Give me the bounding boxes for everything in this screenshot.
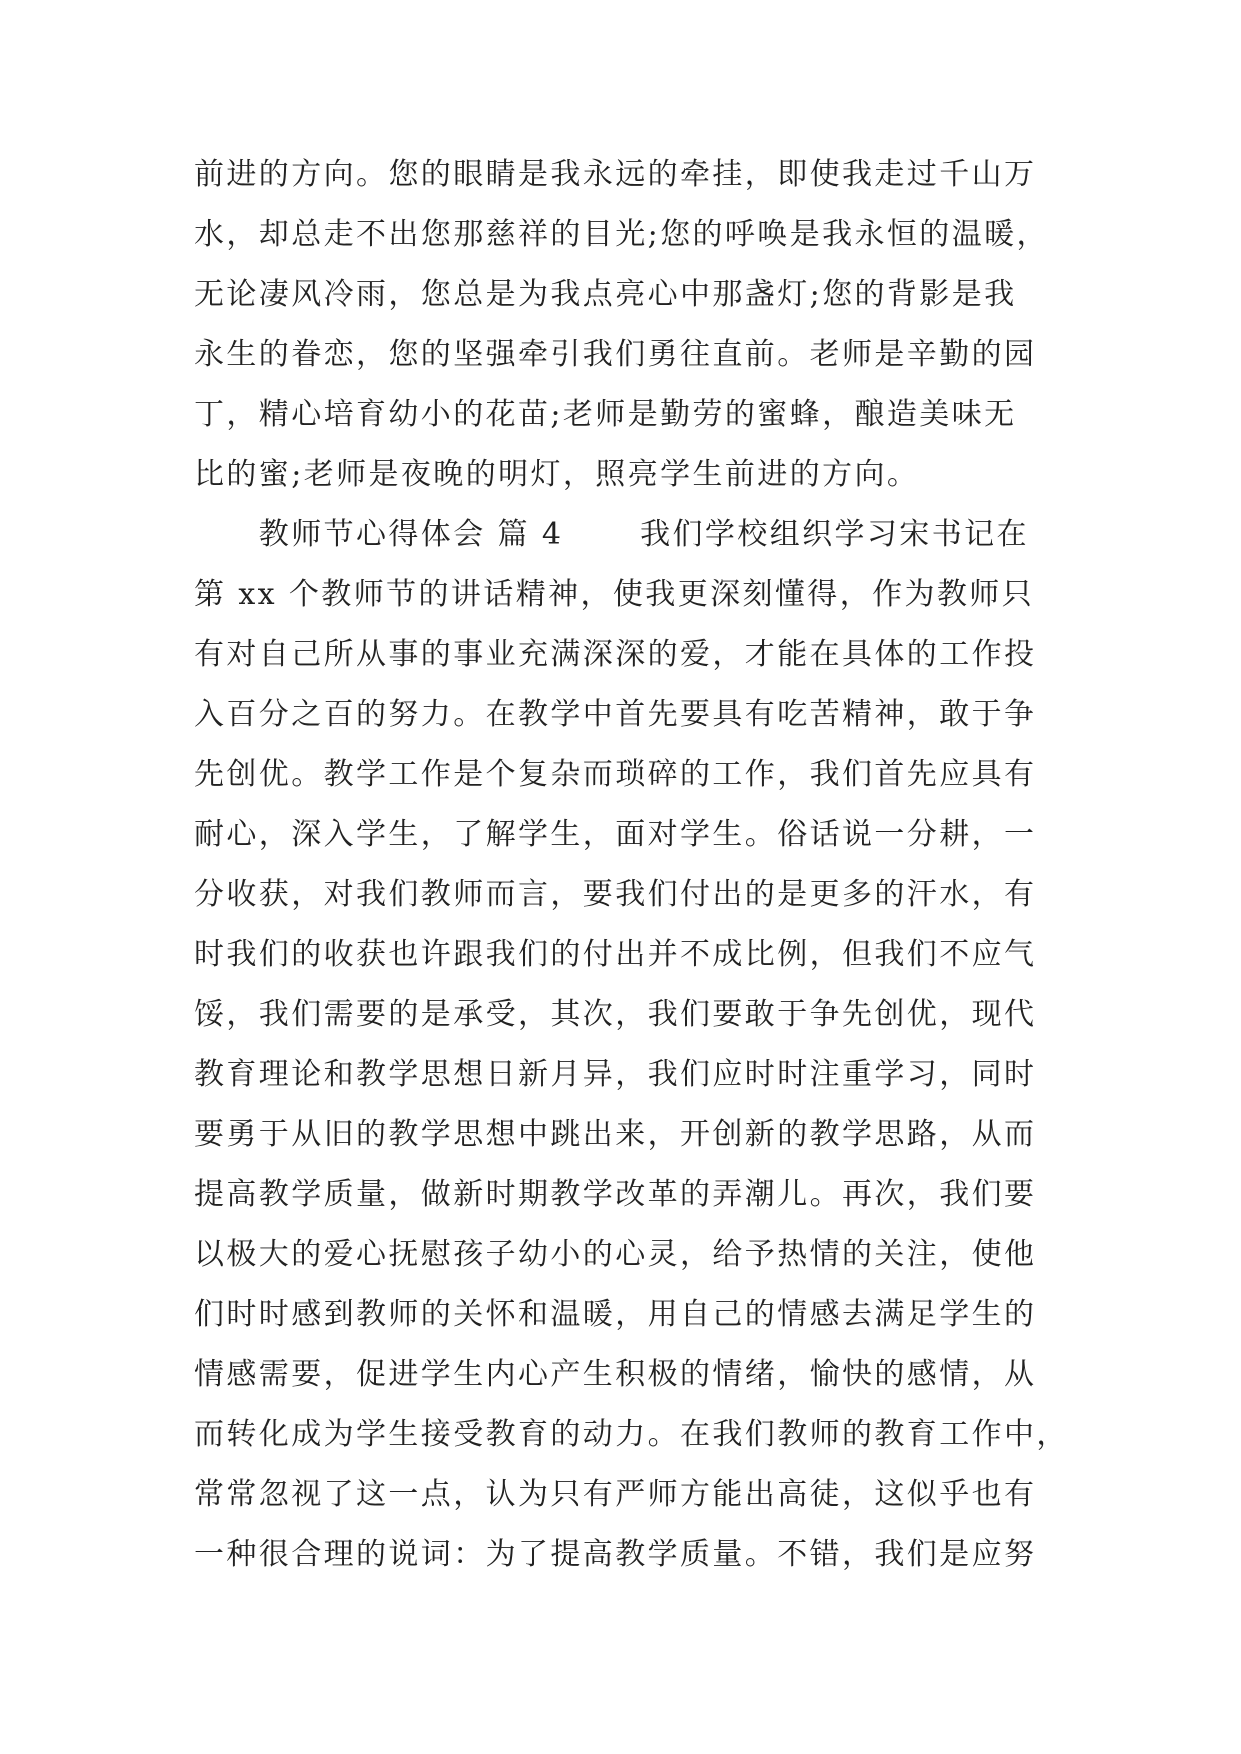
text-line: 前进的方向。您的眼睛是我永远的牵挂，即使我走过千山万	[194, 157, 1037, 192]
section-heading-line: 教师节心得体会 篇 4 我们学校组织学习宋书记在	[194, 517, 1029, 552]
text-line: 丁，精心培育幼小的花苗;老师是勤劳的蜜蜂，酿造美味无	[194, 397, 1017, 432]
text-line: 时我们的收获也许跟我们的付出并不成比例，但我们不应气	[194, 937, 1037, 972]
text-line: 永生的眷恋，您的坚强牵引我们勇往直前。老师是辛勤的园	[194, 337, 1037, 372]
text-line: 无论凄风冷雨，您总是为我点亮心中那盏灯;您的背影是我	[194, 277, 1017, 312]
text-line: 提高教学质量，做新时期教学改革的弄潮儿。再次，我们要	[194, 1177, 1037, 1212]
text-line: 以极大的爱心抚慰孩子幼小的心灵，给予热情的关注，使他	[194, 1237, 1037, 1272]
text-line: 分收获，对我们教师而言，要我们付出的是更多的汗水，有	[194, 877, 1037, 912]
text-line: 馁，我们需要的是承受，其次，我们要敢于争先创优，现代	[194, 997, 1037, 1032]
text-line: 比的蜜;老师是夜晚的明灯，照亮学生前进的方向。	[194, 457, 920, 492]
text-line: 情感需要，促进学生内心产生积极的情绪，愉快的感情，从	[194, 1357, 1037, 1392]
text-line: 有对自己所从事的事业充满深深的爱，才能在具体的工作投	[194, 637, 1037, 672]
text-line: 耐心，深入学生，了解学生，面对学生。俗话说一分耕，一	[194, 817, 1037, 852]
text-line: 第 xx 个教师节的讲话精神，使我更深刻懂得，作为教师只	[194, 577, 1035, 612]
text-line: 先创优。教学工作是个复杂而琐碎的工作，我们首先应具有	[194, 757, 1037, 792]
text-line: 入百分之百的努力。在教学中首先要具有吃苦精神，敢于争	[194, 697, 1037, 732]
text-line: 一种很合理的说词：为了提高教学质量。不错，我们是应努	[194, 1537, 1037, 1572]
text-line: 要勇于从旧的教学思想中跳出来，开创新的教学思路，从而	[194, 1117, 1037, 1152]
text-line: 水，却总走不出您那慈祥的目光;您的呼唤是我永恒的温暖，	[194, 217, 1049, 252]
text-line: 常常忽视了这一点，认为只有严师方能出高徒，这似乎也有	[194, 1477, 1037, 1512]
text-line: 们时时感到教师的关怀和温暖，用自己的情感去满足学生的	[194, 1297, 1037, 1332]
text-line: 教育理论和教学思想日新月异，我们应时时注重学习，同时	[194, 1057, 1037, 1092]
text-line: 而转化成为学生接受教育的动力。在我们教师的教育工作中，	[194, 1417, 1069, 1452]
